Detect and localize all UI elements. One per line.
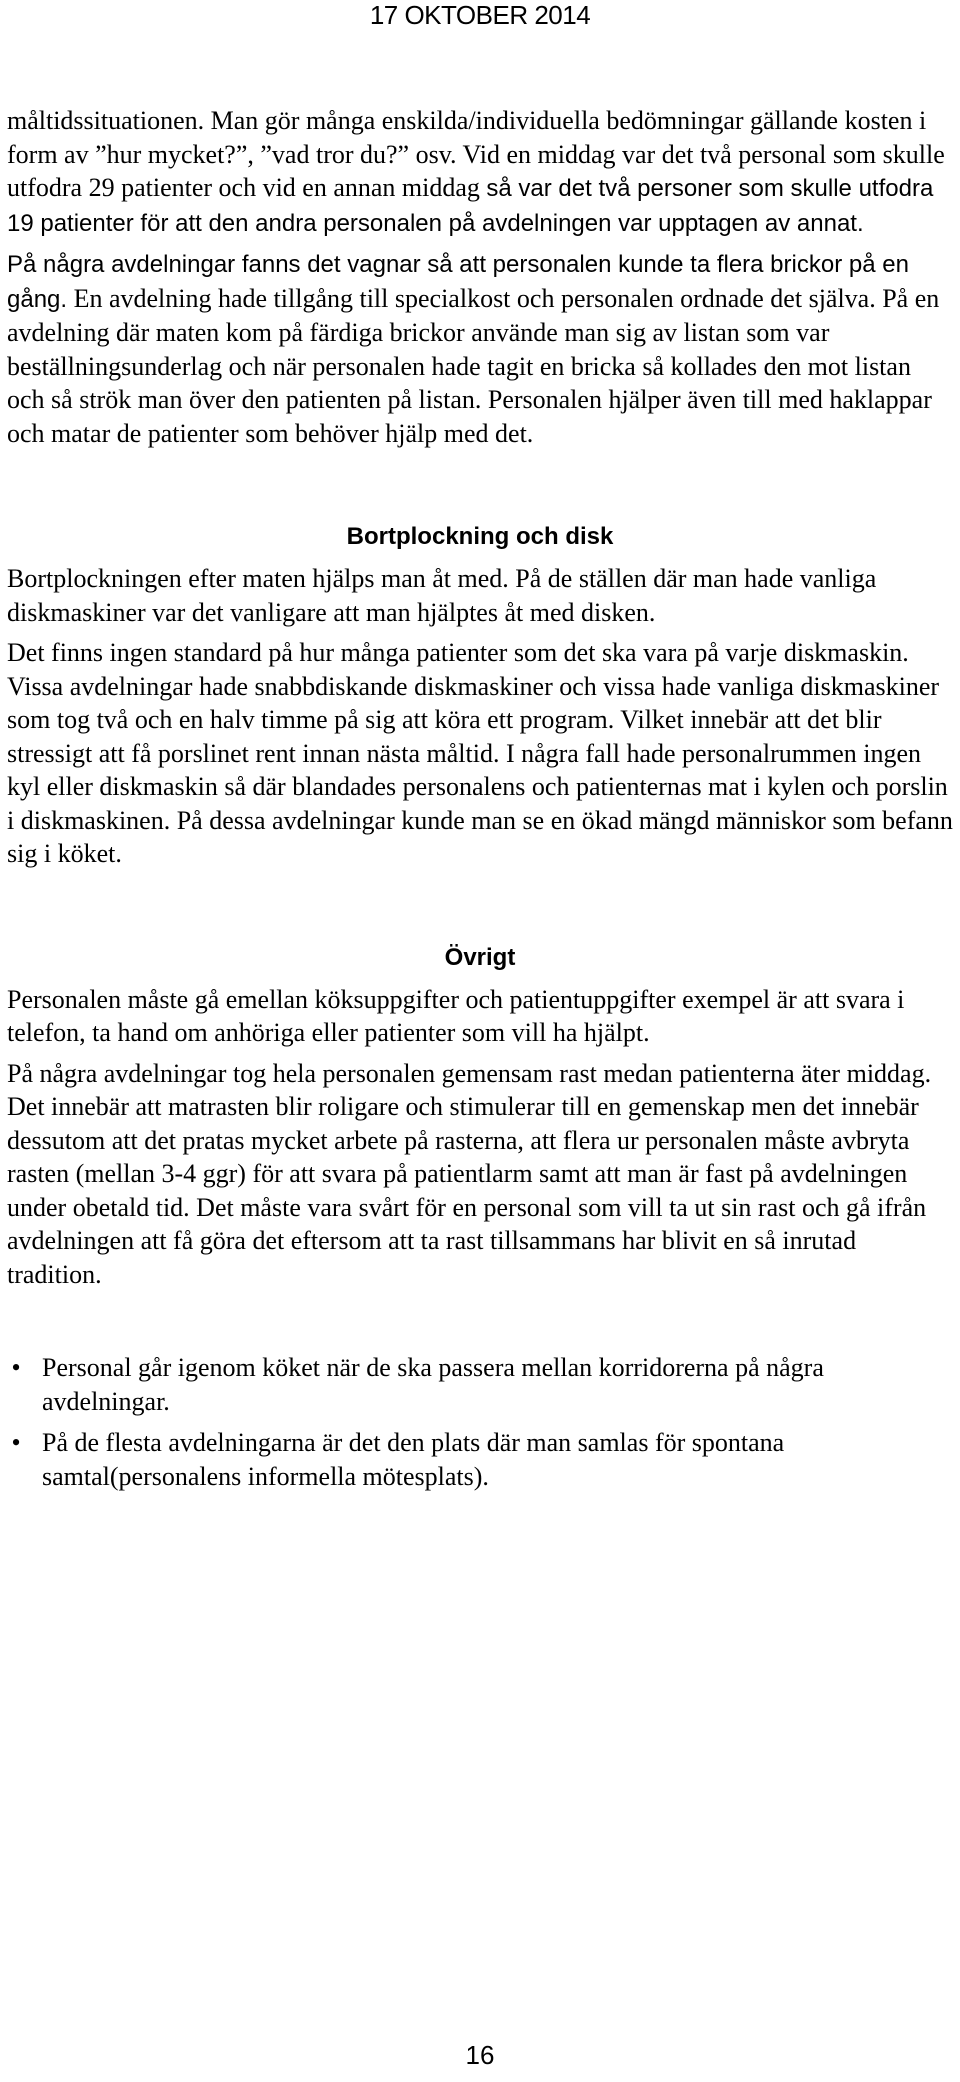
paragraph-intro-2 xyxy=(7,247,953,450)
paragraph-disk-1: Bortplockningen efter maten hjälps man åt med. På de ställen där man hade vanliga diskmaskiner var det vanligare att man hjälptes åt med disken. xyxy=(7,564,877,627)
paragraph-disk-2: Det finns ingen standard på hur många patienter som det ska vara på varje diskmaskin. Vissa avdelningar hade snabbdiskande diskmaskiner och vissa hade vanliga diskmaskiner som tog två och en halv timme på sig att köra ett program. Vilket innebär att det blir stressigt att få porslinet rent innan nästa måltid. I några fall hade personalrummen ingen kyl eller diskmaskin så där blandades personalens och patienternas mat i kylen och porslin i diskmaskinen. På dessa avdelningar kunde man se en ökad mängd människor som befann sig i köket. xyxy=(7,638,953,868)
list-item-text: På de flesta avdelningarna är det den plats där man samlas för spontana samtal(personalens informella mötesplats). xyxy=(42,1428,785,1491)
list-item xyxy=(7,1426,953,1493)
bullet-list xyxy=(7,1351,953,1493)
paragraph-ovrigt-2: På några avdelningar tog hela personalen gemensam rast medan patienterna äter middag. Det innebär att matrasten blir roligare och stimulerar till en gemenskap men det innebär dessutom att det pratas mycket arbete på rasterna, att flera ur personalen måste avbryta rasten (mellan 3-4 ggr) för att svara på patientlarm samt att man är fast på avdelningen under obetald tid. Det måste vara svårt för en personal som vill ta ut sin rast och gå ifrån avdelningen att få göra det eftersom att ta rast tillsammans har blivit en så inrutad tradition. xyxy=(7,1058,932,1289)
list-item-text: Personal går igenom köket när de ska passera mellan korridorerna på några avdelningar. xyxy=(42,1353,824,1416)
section-heading-ovrigt: Övrigt xyxy=(444,943,516,971)
paragraph-intro-1-sans: så var det två personer som skulle utfodra 19 patienter för att den andra personalen på avdelningen var upptagen av annat. xyxy=(7,175,934,237)
paragraph-intro-2-serif: En avdelning hade tillgång till specialkost och personalen ordnade det själva. På en avdelning där maten kom på färdiga brickor använde man sig av listan som var beställningsunderlag och när personalen hade tagit en bricka så kollades den mot listan och så strök man över den patienten på listan. Personalen hjälper även till med haklappar och matar de patienter som behöver hjälp med det. xyxy=(7,283,940,448)
bullet-icon: • xyxy=(11,1353,21,1382)
paragraph-intro-2-sans: På några avdelningar fanns det vagnar så att personalen kunde ta flera brickor på en gång. xyxy=(7,251,909,313)
paragraph-ovrigt-1: Personalen måste gå emellan köksuppgifter och patientuppgifter exempel är att svara i telefon, ta hand om anhöriga eller patienter som vill ha hjälpt. xyxy=(7,984,905,1047)
bullet-icon: • xyxy=(11,1428,21,1457)
document-body xyxy=(7,104,953,1501)
section-heading-disk: Bortplockning och disk xyxy=(346,523,614,550)
paragraph-intro-1 xyxy=(7,104,953,240)
paragraph-intro-1-serif: måltidssituationen. Man gör många enskilda/individuella bedömningar gällande kosten i form av ”hur mycket?”, ”vad tror du?” osv. Vid en middag var det två personal som skulle utfodra 29 patienter och vid en annan middag xyxy=(7,106,945,202)
page-number: 16 xyxy=(465,2040,495,2070)
list-item xyxy=(7,1351,953,1418)
header-date: 17 OKTOBER 2014 xyxy=(369,0,591,30)
